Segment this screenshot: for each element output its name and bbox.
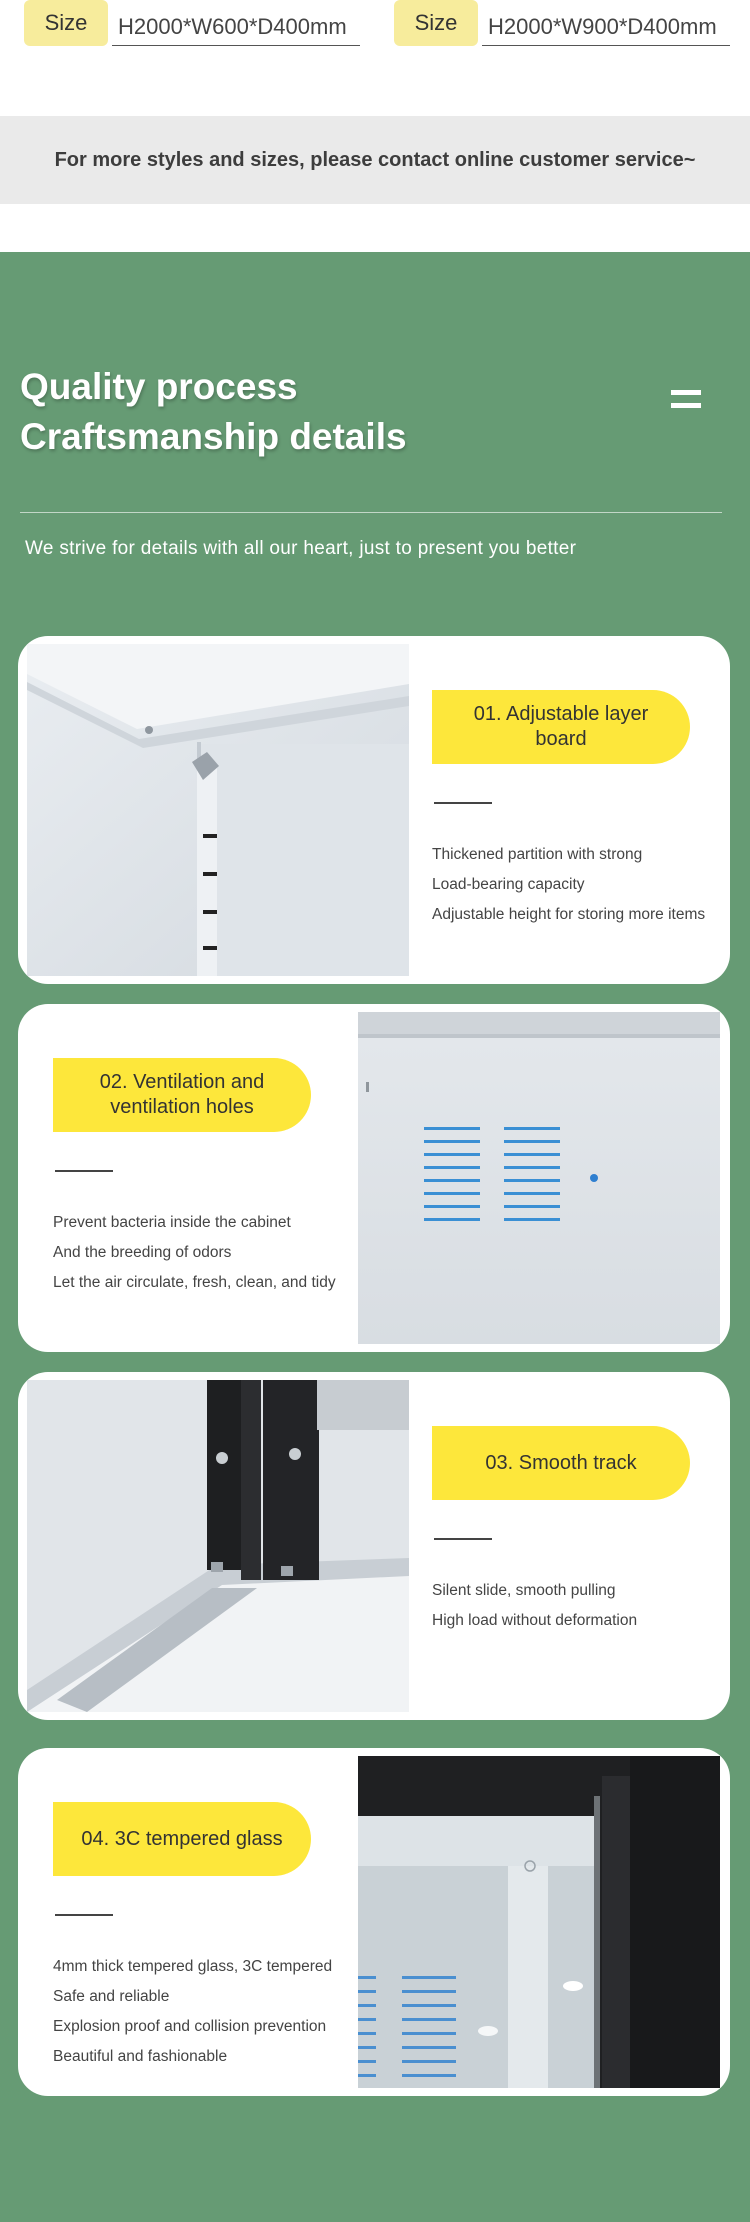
short-divider	[55, 1170, 113, 1172]
section-divider	[20, 512, 722, 513]
short-divider	[434, 802, 492, 804]
feature-item: Silent slide, smooth pulling	[432, 1582, 616, 1599]
short-divider	[55, 1914, 113, 1916]
section-tagline: We strive for details with all our heart, just to present you better	[25, 538, 577, 559]
short-divider	[434, 1538, 492, 1540]
feature-item: Beautiful and fashionable	[53, 2048, 228, 2065]
feature-item: Thickened partition with strong	[432, 846, 643, 863]
feature-item: Explosion proof and collision prevention	[53, 2018, 327, 2035]
detail-card-glass	[18, 1748, 730, 2096]
feature-item: Safe and reliable	[53, 1988, 170, 2005]
detail-card-track	[18, 1372, 730, 1720]
feature-list	[53, 1952, 332, 2072]
detail-title-pill: 03. Smooth track	[432, 1426, 690, 1500]
ventilation-text	[53, 1004, 353, 1352]
equals-icon	[671, 390, 701, 412]
pill-line-2: ventilation holes	[110, 1096, 254, 1118]
feature-item: Load-bearing capacity	[432, 876, 585, 893]
size-value: H2000*W600*D400mm	[112, 12, 360, 46]
contact-service-note: For more styles and sizes, please contact online customer service~	[0, 116, 750, 204]
feature-list	[432, 840, 705, 930]
pill-line-1: 02. Ventilation and	[99, 1071, 265, 1093]
title-line-2: Craftsmanship details	[20, 416, 407, 457]
feature-item: Adjustable height for storing more items	[432, 906, 706, 923]
feature-item: High load without deformation	[432, 1612, 638, 1629]
detail-title-pill: 04. 3C tempered glass	[53, 1802, 311, 1876]
quality-section	[0, 252, 750, 2222]
detail-card-layer-board	[18, 636, 730, 984]
feature-item: Let the air circulate, fresh, clean, and tidy	[53, 1274, 336, 1291]
feature-item: 4mm thick tempered glass, 3C tempered	[53, 1958, 333, 1975]
size-badge: Size	[24, 0, 108, 46]
feature-list	[432, 1576, 637, 1636]
layer-board-photo	[27, 644, 409, 976]
detail-title-pill: 01. Adjustable layer board	[432, 690, 690, 764]
size-row	[0, 0, 750, 116]
feature-item: And the breeding of odors	[53, 1244, 232, 1261]
detail-card-ventilation	[18, 1004, 730, 1352]
size-value: H2000*W900*D400mm	[482, 12, 730, 46]
track-photo	[27, 1380, 409, 1712]
glass-photo	[358, 1756, 720, 2088]
feature-list	[53, 1208, 336, 1298]
title-line-1: Quality process	[20, 366, 298, 407]
layer-board-text	[432, 636, 722, 984]
size-badge: Size	[394, 0, 478, 46]
glass-text	[53, 1748, 353, 2096]
detail-title-pill	[53, 1058, 311, 1132]
section-title	[20, 362, 407, 462]
ventilation-photo	[358, 1012, 720, 1344]
feature-item: Prevent bacteria inside the cabinet	[53, 1214, 291, 1231]
track-text	[432, 1372, 722, 1720]
